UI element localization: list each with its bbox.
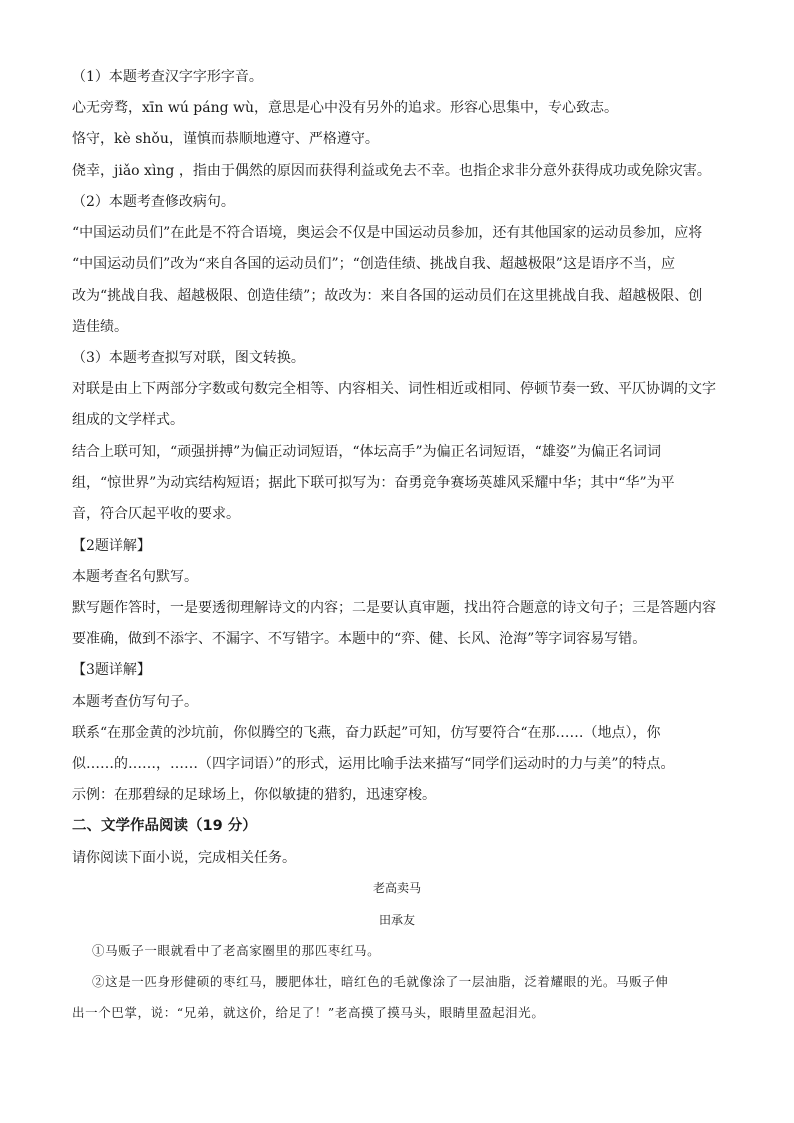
instruction-text: 请你阅读下面小说，完成相关任务。 [72,850,296,866]
text-line: 本题考查名句默写。 [72,569,198,585]
story-paragraph: ①马贩子一眼就看中了老高家圈里的那匹枣红马。 [92,943,381,958]
text-line: 默写题作答时，一是要透彻理解诗文的内容；二是要认真审题，找出符合题意的诗文句子；三是答题内容 [72,600,716,616]
text-line: 恪守，kè shǒu，谨慎而恭顺地遵守、严格遵守。 [72,131,379,147]
text-line: 对联是由上下两部分字数或句数完全相等、内容相关、词性相近或相同、停顿节奏一致、平仄协调的文字 [72,381,716,397]
text-line: （1）本题考查汉字字形字音。 [72,69,263,85]
text-line: （2）本题考查修改病句。 [72,194,235,210]
story-paragraph: ②这是一匹身形健硕的枣红马，腰肥体壮，暗红色的毛就像涂了一层油脂，泛着耀眼的光。马贩子伸 [92,974,669,989]
story-title: 老高卖马 [372,881,421,895]
text-line: 本题考查仿写句子。 [72,694,198,710]
text-line: 造佳绩。 [72,319,128,335]
text-line: 联系“在那金黄的沙坑前，你似腾空的飞燕，奋力跃起”可知，仿写要符合“在那……（地点），你 [72,725,661,741]
section-title: 二、文学作品阅读（19 分） [72,818,257,834]
story-author: 田承友 [378,913,415,927]
text-line: “中国运动员们”改为“来自各国的运动员们”；“创造佳绩、挑战自我、超越极限”这是语序不当，应 [72,256,675,272]
text-line: 示例：在那碧绿的足球场上，你似敏捷的猎豹，迅速穿梭。 [72,787,436,803]
text-line: 组，“惊世界”为动宾结构短语；据此下联可拟写为：奋勇竞争赛场英雄风采耀中华；其中“华”为平 [72,475,675,491]
text-line: 侥幸，jiǎo xìng ，指由于偶然的原因而获得利益或免去不幸。也指企求非分意外获得成功或免除灾害。 [72,163,711,179]
text-line: 心无旁骛，xīn wú páng wù，意思是心中没有另外的追求。形容心思集中，专心致志。 [72,100,619,116]
story-paragraph: 出一个巴掌，说：“兄弟，就这价，给足了！”老高摸了摸马头，眼睛里盈起泪光。 [72,1005,545,1020]
text-line: 组成的文学样式。 [72,412,184,428]
text-line: 音，符合仄起平收的要求。 [72,506,240,522]
text-line: 结合上联可知，“顽强拼搏”为偏正动词短语，“体坛高手”为偏正名词短语，“雄姿”为偏正名词词 [72,444,661,460]
section-heading: 【3题详解】 [72,662,151,678]
text-line: 要准确，做到不添字、不漏字、不写错字。本题中的“弈、健、长风、沧海”等字词容易写错。 [72,631,647,647]
text-line: 似……的……，……（四字词语）”的形式，运用比喻手法来描写“同学们运动时的力与美”的特点。 [72,756,675,772]
text-line: “中国运动员们”在此是不符合语境，奥运会不仅是中国运动员参加，还有其他国家的运动员参加，应将 [72,225,703,241]
text-line: （3）本题考查拟写对联，图文转换。 [72,350,305,366]
text-line: 改为“挑战自我、超越极限、创造佳绩”；故改为：来自各国的运动员们在这里挑战自我、超越极限、创 [72,288,703,304]
section-heading: 【2题详解】 [72,538,151,554]
